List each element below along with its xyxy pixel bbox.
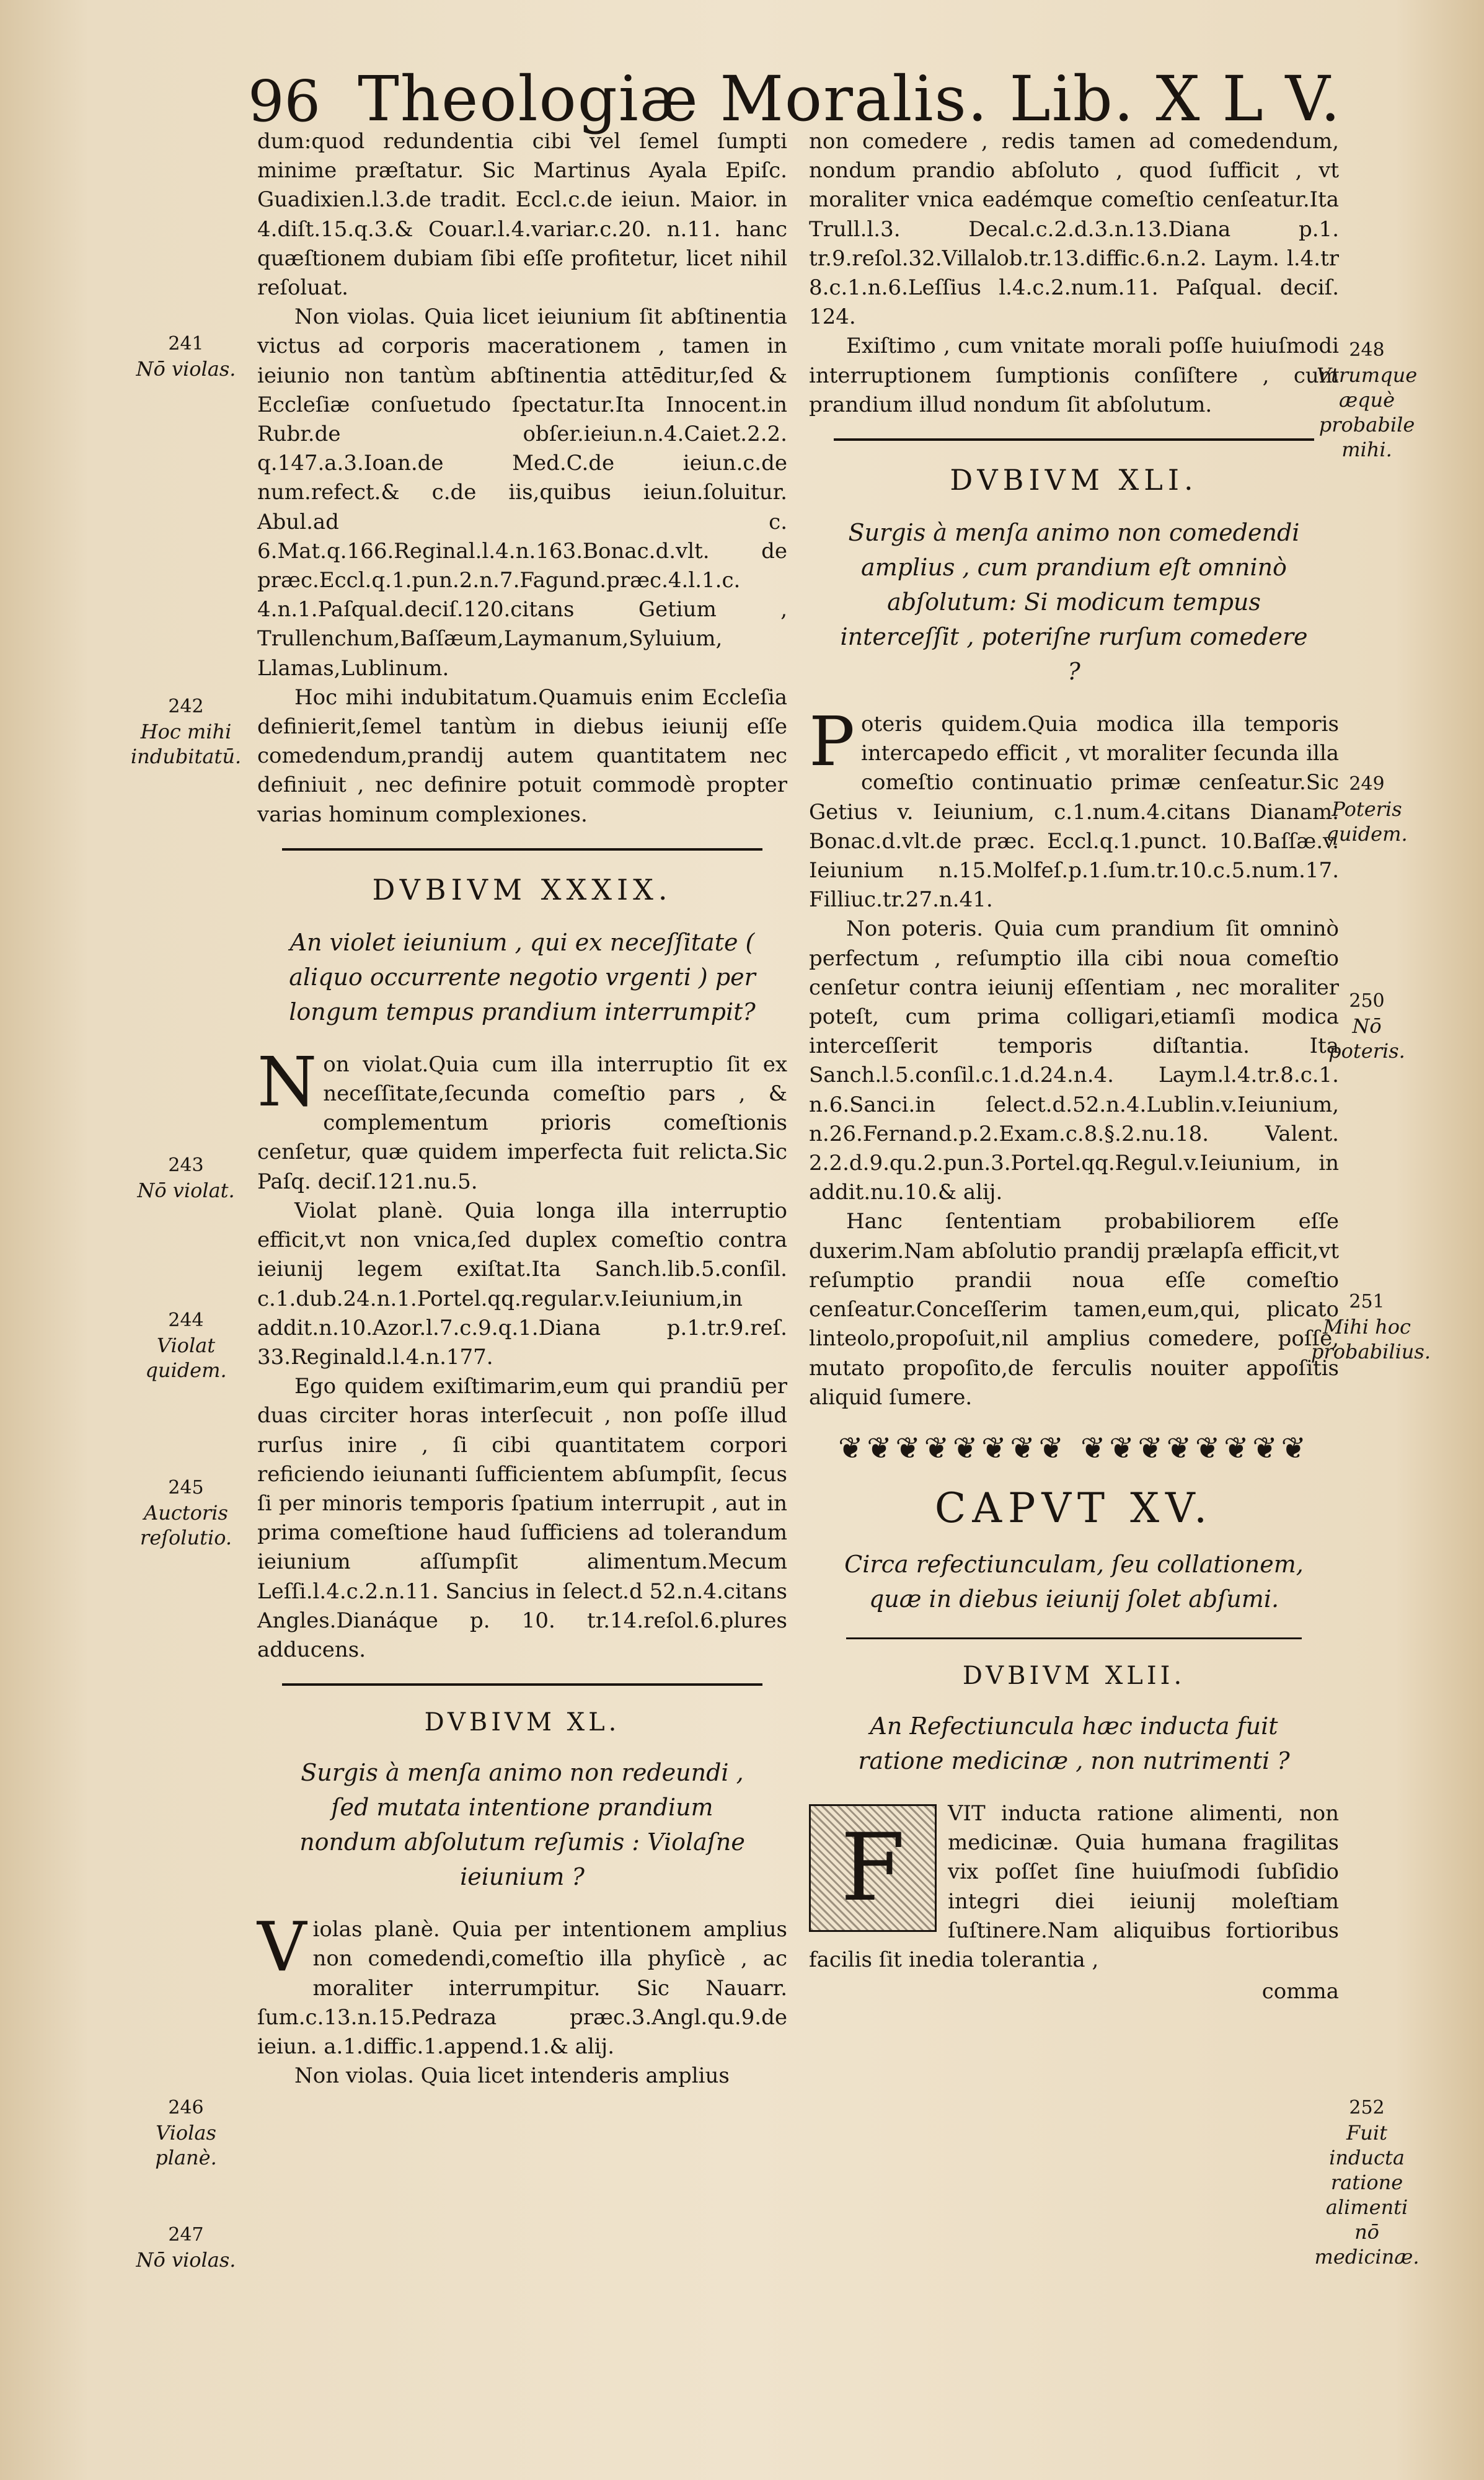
dubium-40-question: Surgis à menſa animo non redeundi , ſed mutata intentione prandium nondum abſolutum reſumis : Violaſne ieiunium ? bbox=[299, 1759, 745, 1891]
margin-note-number: 252 bbox=[1349, 2097, 1385, 2119]
margin-note-251 bbox=[1311, 1290, 1431, 1364]
paragraph-246: Violas planè. Quia per intentionem amplius non comedendi,comeſtio illa phyſicè , ac moraliter interrumpitur. Sic Nauarr. ſum.c.13.n.15.Pedraza præc.3.Angl.qu.9.de ieiun. a.1.diffic.1.append.1.& alij. bbox=[257, 1907, 787, 2059]
margin-note-243 bbox=[130, 1153, 242, 1203]
section-divider bbox=[282, 1683, 762, 1686]
margin-note-number: 245 bbox=[168, 1477, 204, 1499]
paragraph-continued: dum:quod redundentia cibi vel ſemel ſumpti minime præſtatur. Sic Martinus Ayala Epiſc. Guadixien.l.3.de tradit. Eccl.c.de ieiun. Maior. in 4.diſt.15.q.3.& Couar.l.4.variar.c.20. n.11. hanc quæſtionem dubiam ſibi eſſe profitetur, licet nihil reſoluat. bbox=[257, 129, 787, 301]
paragraph-248: Exiſtimo , cum vnitate morali poſſe huiuſmodi interruptionem ſumptionis conſiſtere , cum prandium illud nondum ſit abſolutum. bbox=[809, 334, 1339, 417]
paragraph-245: Ego quidem exiſtimarim,eum qui prandiū per duas circiter horas interſecuit , non poſſe illud rurſus inire , ſi cibi quantitatem corpori reficiendo ieiunanti ſufficientem abſumpſit, ſecus ſi per minoris temporis ſpatium interrupit , aut in prima comeſtione haud ſufficiens ad tolerandum ieiunium aſſumpſit alimentum.Mecum Leſſi.l.4.c.2.n.11. Sancius in ſelect.d 52.n.4.citans Angles.Dianáque p. 10. tr.14.reſol.6.plures adducens. bbox=[257, 1374, 787, 1662]
margin-note-label: Nō violas. bbox=[136, 357, 236, 381]
page-header bbox=[248, 50, 1342, 135]
margin-note-248 bbox=[1311, 338, 1423, 462]
margin-note-label: Hoc mihi indubitatū. bbox=[130, 720, 242, 768]
paragraph-241: Non violas. Quia licet ieiunium ſit abſtinentia victus ad corporis macerationem , tamen in ieiunio non tantùm abſtinentia attēditur,ſed & Eccleſiæ conſuetudo ſpectatur.Ita Innocent.in Rubr.de obſer.ieiun.n.4.Caiet.2.2. q.147.a.3.Ioan.de Med.C.de ieiun.c.de num.refect.& c.de iis,quibus ieiun.ſoluitur. Abul.ad c. 6.Mat.q.166.Reginal.l.4.n.163.Bonac.d.vlt. de præc.Eccl.q.1.pun.2.n.7.Fagund.præc.4.l.1.c. 4.n.1.Paſqual.deciſ.120.citans Getium , Trullenchum,Baſſæum,Laymanum,Syluium, Llamas,Lublinum. bbox=[257, 304, 787, 681]
margin-note-247 bbox=[130, 2223, 242, 2272]
decorated-initial bbox=[809, 1804, 937, 1932]
folio-number: 96 bbox=[248, 68, 321, 135]
fleuron-ornament-row: ❦❦❦❦❦❦❦❦ ❦❦❦❦❦❦❦❦ bbox=[838, 1430, 1310, 1466]
dubium-39-title: DVBIVM XXXIX. bbox=[372, 872, 673, 906]
margin-note-number: 251 bbox=[1349, 1291, 1385, 1313]
catchword: comma bbox=[1261, 1979, 1339, 2004]
margin-note-number: 249 bbox=[1349, 773, 1385, 795]
margin-note-number: 246 bbox=[168, 2097, 204, 2119]
section-divider bbox=[834, 438, 1314, 441]
dubium-42-question: An Refectiuncula hæc inducta fuit ratione medicinæ , non nutrimenti ? bbox=[858, 1712, 1290, 1774]
margin-note-249 bbox=[1311, 772, 1423, 846]
caput-subtitle: Circa refectiunculam, ſeu collationem, quæ in diebus ieiunij ſolet abſumi. bbox=[844, 1550, 1304, 1613]
margin-note-label: Nō violas. bbox=[136, 2248, 236, 2272]
margin-note-number: 243 bbox=[168, 1154, 204, 1176]
caput-title: CAPVT XV. bbox=[934, 1484, 1214, 1532]
margin-note-label: Mihi hoc probabilius. bbox=[1311, 1315, 1431, 1363]
margin-note-label: Auctoris reſolutio. bbox=[139, 1501, 232, 1549]
section-divider bbox=[846, 1637, 1302, 1639]
paragraph-242: Hoc mihi indubitatum.Quamuis enim Eccleſia definierit,ſemel tantùm in diebus ieiunij eſſe comedendum,prandij autem quantitatem nec definiuit , nec definire potuit commodè propter varias hominum complexiones. bbox=[257, 684, 787, 827]
dubium-42-title: DVBIVM XLII. bbox=[962, 1661, 1186, 1690]
margin-note-label: Vtrumque æquè probabile mihi. bbox=[1316, 363, 1418, 461]
margin-note-number: 244 bbox=[168, 1309, 204, 1331]
paragraph-250: Non poteris. Quia cum prandium ſit omninò perfectum , reſumptio illa cibi noua comeſtio cenſetur contra ieiunij eſſentiam , nec moraliter poteſt, cum prima colligari,etiamſi modica interceſſerit temporis diſtantia. Ita Sanch.l.5.conſil.c.1.d.24.n.4. Laym.l.4.tr.8.c.1. n.6.Sanci.in ſelect.d.52.n.4.Lublin.v.Ieiunium, n.26.Fernand.p.2.Exam.c.8.§.2.nu.18. Valent. 2.2.d.9.qu.2.pun.3.Portel.qq.Regul.v.Ieiunium, in addit.nu.10.& alij. bbox=[809, 916, 1339, 1205]
paragraph-244: Violat planè. Quia longa illa interruptio efficit,vt non vnica,ſed duplex comeſtio contra ieiunij legem exiſtat.Ita Sanch.lib.5.conſil. c.1.dub.24.n.1.Portel.qq.regular.v.Ieiunium,in addit.n.10.Azor.l.7.c.9.q.1.Diana p.1.tr.9.reſ. 33.Reginald.l.4.n.177. bbox=[257, 1198, 787, 1370]
margin-note-number: 242 bbox=[168, 696, 204, 717]
margin-note-241 bbox=[130, 332, 242, 381]
dubium-41-title: DVBIVM XLI. bbox=[950, 463, 1198, 497]
right-column bbox=[809, 127, 1339, 2006]
margin-note-number: 241 bbox=[168, 333, 204, 355]
margin-note-label: Violas planè. bbox=[155, 2121, 217, 2169]
paragraph-249: Poteris quidem.Quia modica illa temporis intercapedo efficit , vt moraliter ſecunda illa comeſtio continuatio primæ cenſeatur.Sic Getius v. Ieiunium, c.1.num.4.citans Dianam. Bonac.d.vlt.de præc. Eccl.q.1.punct. 10.Baſſæ.v. Ieiunium n.15.Molfeſ.p.1.ſum.tr.10.c.5.num.17. Filliuc.tr.27.n.41. bbox=[809, 702, 1339, 913]
margin-note-244 bbox=[130, 1308, 242, 1383]
dubium-41-question: Surgis à menſa animo non comedendi amplius , cum prandium eſt omninò abſolutum: Si modicum tempus interceſſit , poteriſne rurſum comedere ? bbox=[840, 519, 1308, 686]
dubium-39-question: An violet ieiunium , qui ex neceſſitate ( aliquo occurrente negotio vrgenti ) per longum tempus prandium interrumpit? bbox=[289, 928, 756, 1025]
margin-note-number: 250 bbox=[1349, 990, 1385, 1012]
margin-note-label: Violat quidem. bbox=[145, 1334, 227, 1382]
margin-note-label: Fuit inducta ratione alimenti nō medicinæ. bbox=[1314, 2121, 1420, 2269]
margin-note-250 bbox=[1311, 989, 1423, 1063]
margin-note-number: 248 bbox=[1349, 339, 1385, 361]
margin-note-number: 247 bbox=[168, 2224, 204, 2246]
running-head: Theologiæ Moralis. Lib. X L V. bbox=[358, 63, 1342, 135]
paragraph-247: Non violas. Quia licet intenderis amplius bbox=[294, 2063, 730, 2089]
dubium-40-title: DVBIVM XL. bbox=[424, 1708, 621, 1737]
margin-note-label: Poteris quidem. bbox=[1326, 797, 1408, 846]
section-divider bbox=[282, 848, 762, 851]
paragraph-243: Non violat.Quia cum illa interruptio ſit ex neceſſitate,ſecunda comeſtio pars , & complementum prioris comeſtionis cenſetur, quæ quidem imperfecta fuit relicta.Sic Paſq. deciſ.121.nu.5. bbox=[257, 1042, 787, 1194]
decorated-initial-letter: F bbox=[811, 1806, 935, 1930]
paragraph-continued-right: non comedere , redis tamen ad comedendum, nondum prandio abſoluto , quod ſufficit , vt moraliter vnica eadémque comeſtio cenſeatur.Ita Trull.l.3. Decal.c.2.d.3.n.13.Diana p.1. tr.9.reſol.32.Villalob.tr.13.diffic.6.n.2. Laym. l.4.tr 8.c.1.n.6.Leſſius l.4.c.2.num.11. Paſqual. deciſ. 124. bbox=[809, 129, 1339, 330]
margin-note-245 bbox=[130, 1476, 242, 1550]
paragraph-252: VIT inducta ratione alimenti, non medicinæ. Quia humana fragilitas vix poſſet ſine huiuſmodi ſubſidio integri diei ieiunij moleſtiam ſuſtinere.Nam aliquibus fortioribus facilis ſit inedia tolerantia , bbox=[809, 1800, 1339, 1972]
margin-note-label: Nō violat. bbox=[137, 1179, 235, 1202]
margin-note-242 bbox=[130, 694, 242, 769]
margin-note-252 bbox=[1311, 2096, 1423, 2269]
margin-note-246 bbox=[130, 2096, 242, 2170]
paragraph-251: Hanc ſententiam probabiliorem eſſe duxerim.Nam abſolutio prandij prælapſa efficit,vt reſumptio prandii noua eſſe comeſtio cenſeatur.Conceſſerim tamen,eum,qui, plicato linteolo,propoſuit,nil amplius comedere, poſſe, mutato propoſito,de ferculis nouiter appoſitis aliquid ſumere. bbox=[809, 1209, 1339, 1410]
left-column bbox=[257, 127, 787, 2091]
margin-note-label: Nō poteris. bbox=[1328, 1014, 1405, 1063]
